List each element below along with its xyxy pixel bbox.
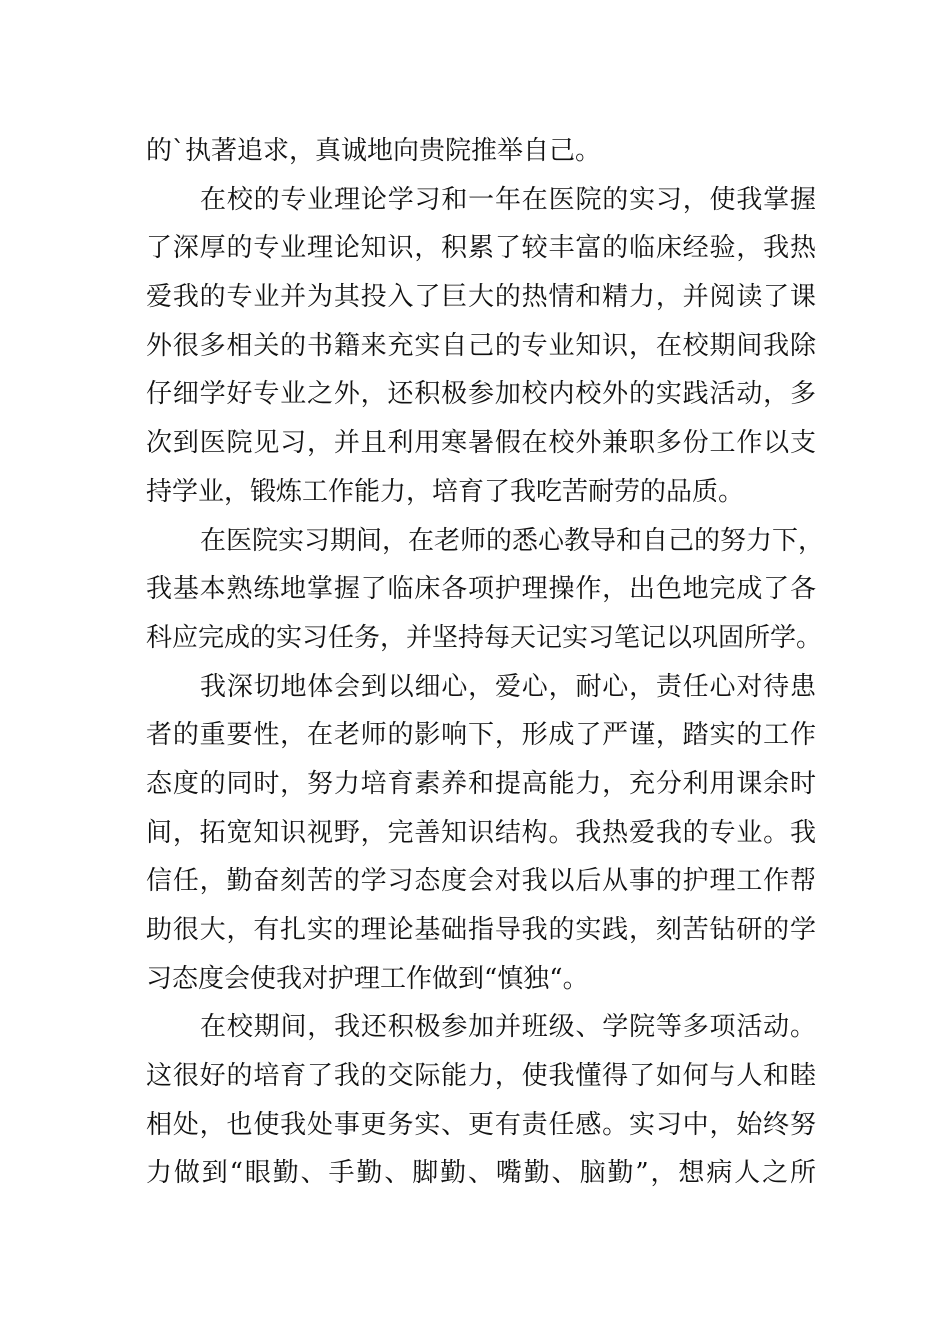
- text-line: 在校期间，我还积极参加并班级、学院等多项活动。: [200, 1012, 816, 1043]
- text-line: 助很大，有扎实的理论基础指导我的实践，刻苦钻研的学: [146, 915, 816, 945]
- body-text: [146, 127, 825, 1198]
- text-line: 爱我的专业并为其投入了巨大的热情和精力，并阅读了课: [146, 282, 816, 313]
- text-line: 科应完成的实习任务，并坚持每天记实习笔记以巩固所学。: [146, 622, 823, 653]
- text-line: 力做到“眼勤、手勤、脚勤、嘴勤、脑勤”，想病人之所: [146, 1158, 816, 1189]
- text-line: 次到医院见习，并且利用寒暑假在校外兼职多份工作以支: [146, 428, 816, 459]
- text-line: 这很好的培育了我的交际能力，使我懂得了如何与人和睦: [146, 1061, 816, 1092]
- text-line: 态度的同时，努力培育素养和提高能力，充分利用课余时: [146, 768, 816, 799]
- text-line: 在校的专业理论学习和一年在医院的实习，使我掌握: [200, 184, 816, 215]
- text-line: 相处，也使我处事更务实、更有责任感。实习中，始终努: [146, 1109, 816, 1140]
- text-line: 在医院实习期间，在老师的悉心教导和自己的努力下，: [200, 525, 825, 556]
- text-line: 仔细学好专业之外，还积极参加校内校外的实践活动，多: [146, 379, 816, 410]
- text-line: 外很多相关的书籍来充实自己的专业知识，在校期间我除: [146, 330, 816, 361]
- text-line: 者的重要性，在老师的影响下，形成了严谨，踏实的工作: [146, 720, 816, 751]
- text-line: 信任，勤奋刻苦的学习态度会对我以后从事的护理工作帮: [146, 866, 816, 897]
- text-line: 我基本熟练地掌握了临床各项护理操作，出色地完成了各: [146, 574, 816, 605]
- text-line: 我深切地体会到以细心，爱心，耐心，责任心对待患: [200, 671, 816, 702]
- text-line: 习态度会使我对护理工作做到“慎独“。: [146, 963, 589, 994]
- text-line: 持学业，锻炼工作能力，培育了我吃苦耐劳的品质。: [146, 476, 745, 507]
- text-line: 的`执著追求，真诚地向贵院推举自己。: [146, 136, 602, 166]
- text-line: 了深厚的专业理论知识，积累了较丰富的临床经验，我热: [146, 233, 816, 264]
- text-line: 间，拓宽知识视野，完善知识结构。我热爱我的专业。我: [146, 817, 816, 848]
